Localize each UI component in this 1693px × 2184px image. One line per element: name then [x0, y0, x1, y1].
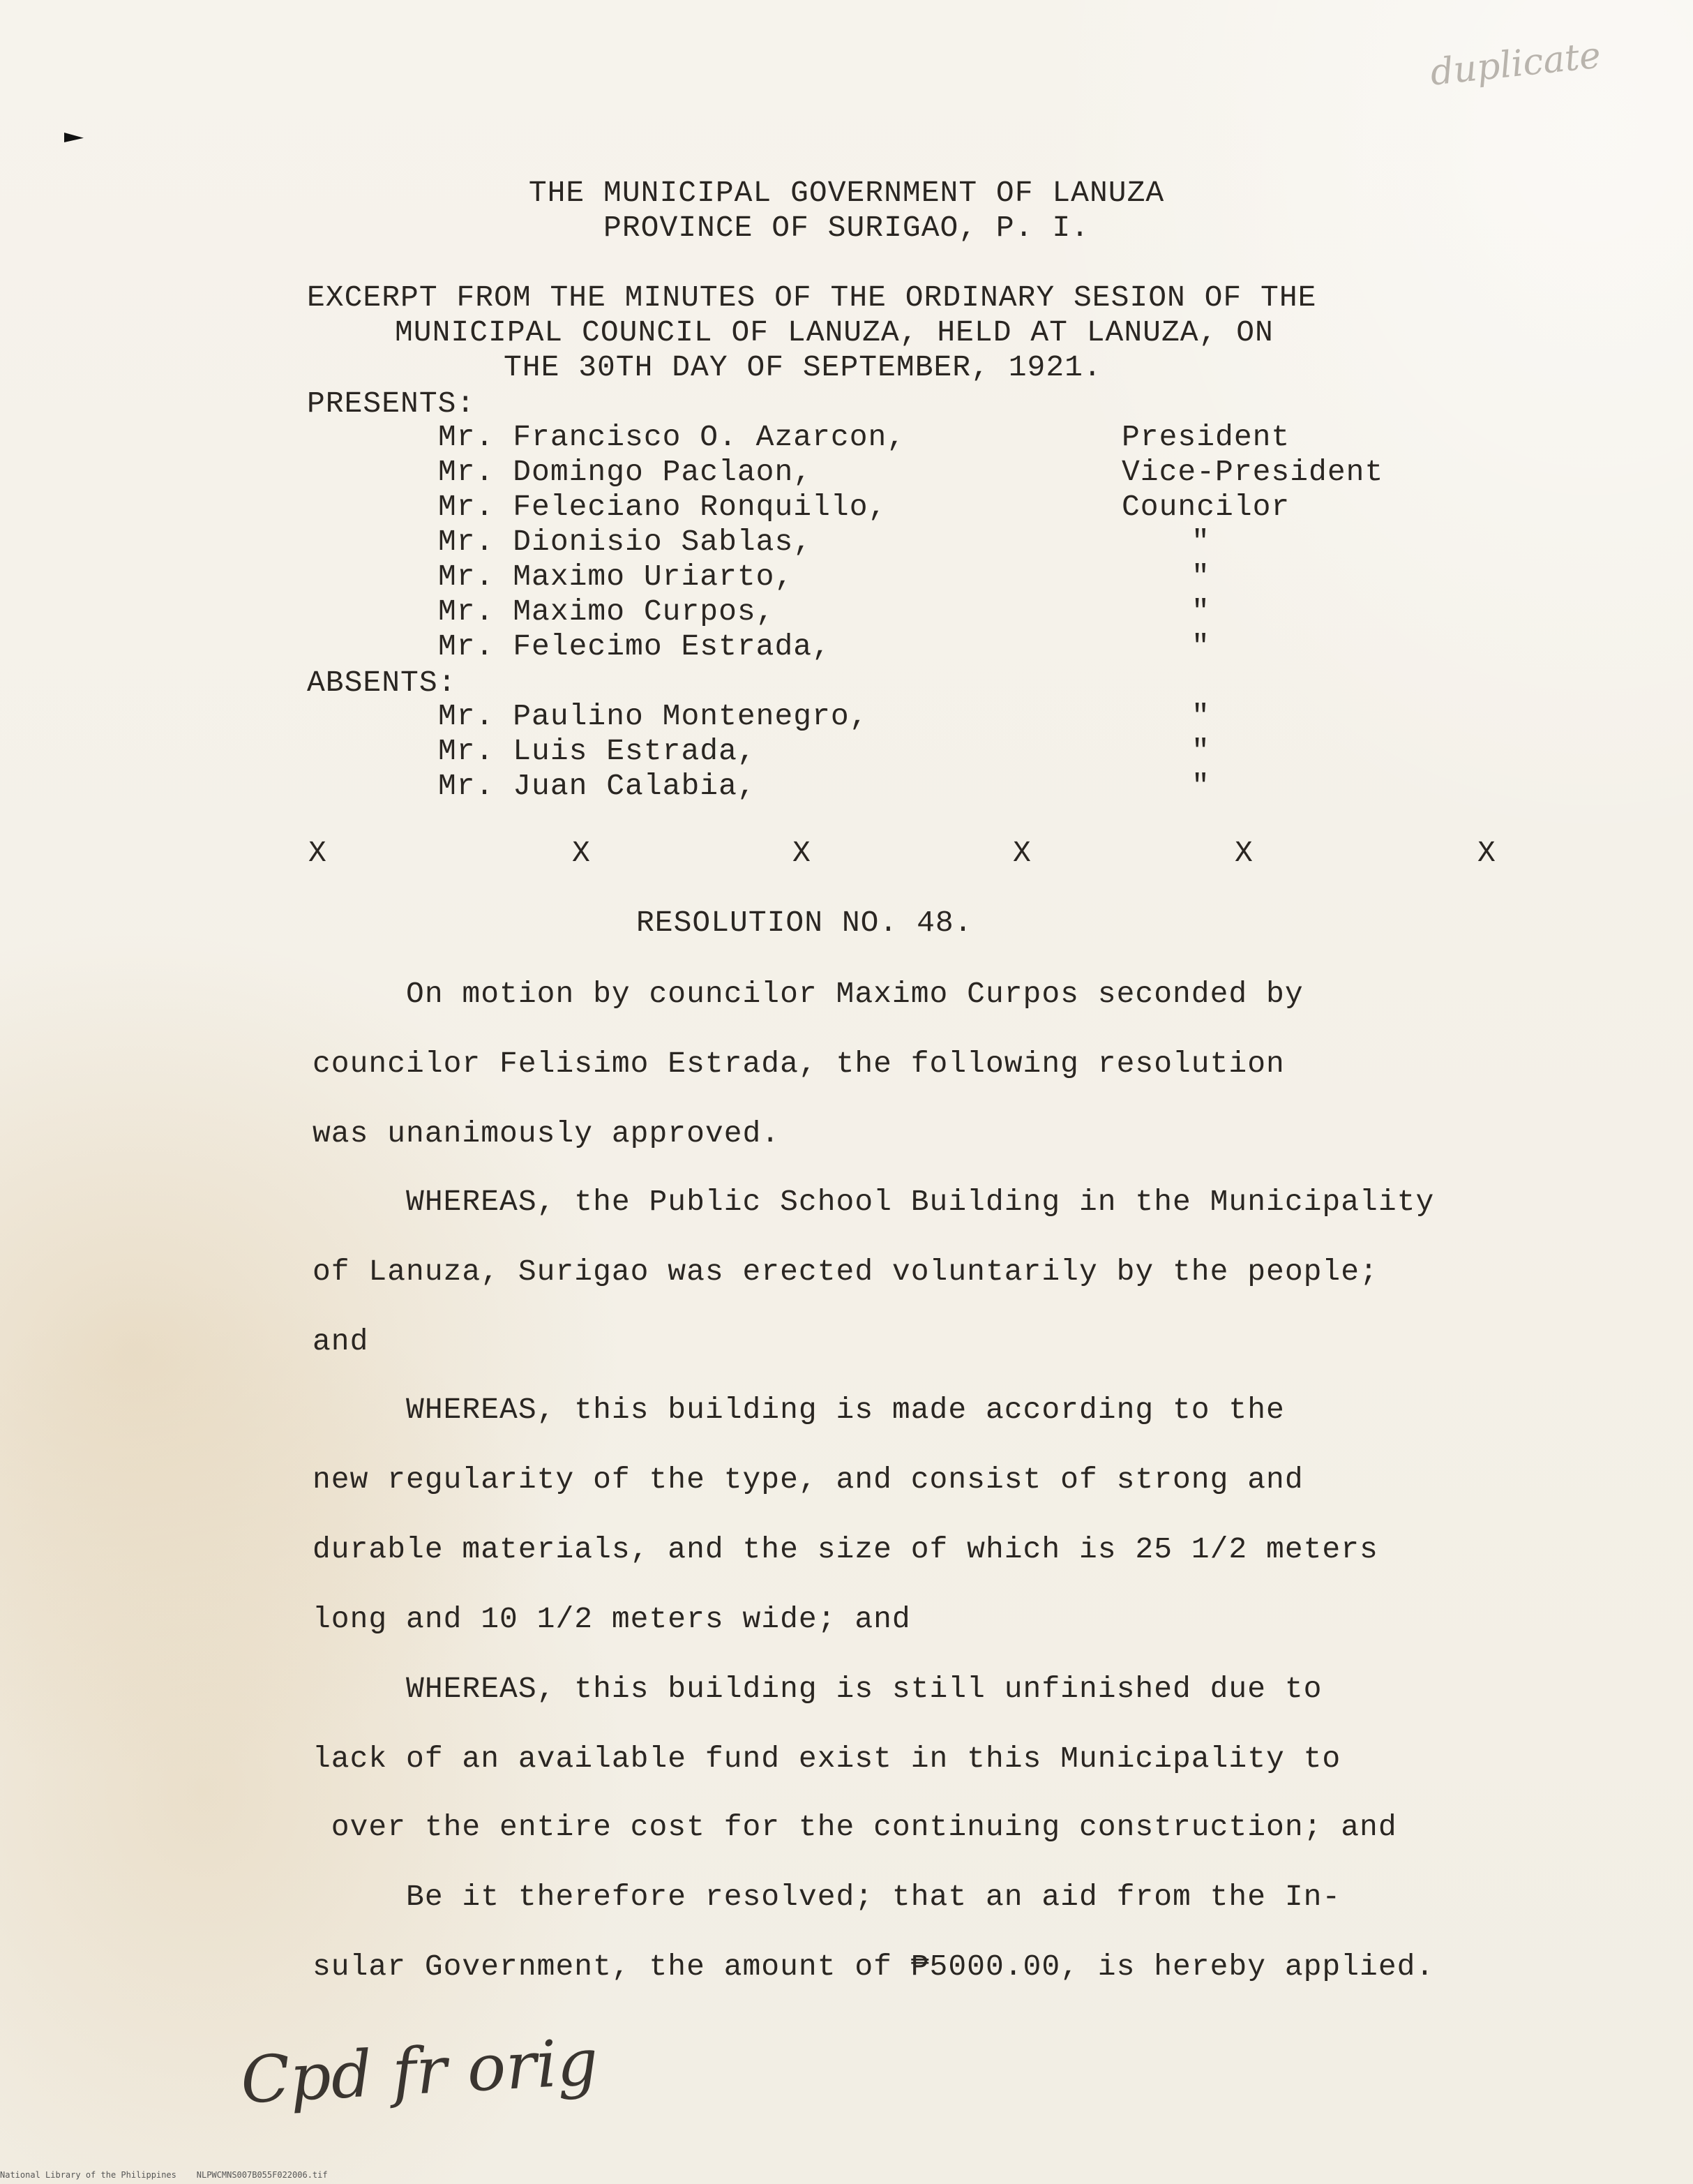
present-member-name: Mr. Francisco O. Azarcon, [438, 420, 906, 454]
body-line: durable materials, and the size of which is 25 1/2 meters [313, 1532, 1378, 1566]
present-member-role: President [1122, 420, 1291, 454]
absents-label: ABSENTS: [307, 666, 457, 700]
body-line: of Lanuza, Surigao was erected voluntarily by the people; [313, 1255, 1378, 1289]
present-member-name: Mr. Domingo Paclaon, [438, 455, 813, 489]
absent-member-name: Mr. Luis Estrada, [438, 734, 756, 768]
absent-member-role: " [1191, 734, 1210, 768]
body-line: long and 10 1/2 meters wide; and [313, 1602, 911, 1636]
absent-member-role: " [1191, 699, 1210, 733]
separator-x: X [308, 836, 326, 870]
annotation-duplicate: duplicate [1428, 34, 1603, 94]
present-member-name: Mr. Felecimo Estrada, [438, 629, 831, 664]
excerpt-line-2: MUNICIPAL COUNCIL OF LANUZA, HELD AT LANUZA, ON [395, 315, 1274, 350]
presents-label: PRESENTS: [307, 387, 476, 421]
annotation-copied-from-original: Cpd fr orig [239, 2024, 600, 2118]
separator-x: X [792, 836, 811, 870]
body-line: sular Government, the amount of ₱5000.00, is hereby applied. [313, 1950, 1435, 1984]
present-member-name: Mr. Feleciano Ronquillo, [438, 490, 887, 524]
present-member-role: Vice-President [1122, 455, 1384, 489]
present-member-role: " [1191, 560, 1210, 594]
resolution-title: RESOLUTION NO. 48. [636, 906, 973, 940]
present-member-role: Councilor [1122, 490, 1291, 524]
absent-member-role: " [1191, 769, 1210, 803]
present-member-role: " [1191, 525, 1210, 559]
body-line: councilor Felisimo Estrada, the following resolution [313, 1047, 1285, 1081]
header-line-2: PROVINCE OF SURIGAO, P. I. [603, 211, 1090, 245]
body-line: new regularity of the type, and consist of strong and [313, 1463, 1304, 1497]
present-member-role: " [1191, 629, 1210, 664]
present-member-name: Mr. Maximo Uriarto, [438, 560, 794, 594]
punch-mark [64, 133, 84, 142]
body-line: WHEREAS, this building is made according to the [313, 1393, 1285, 1427]
present-member-name: Mr. Maximo Curpos, [438, 594, 775, 629]
body-line: WHEREAS, the Public School Building in the Municipality [313, 1185, 1435, 1219]
separator-x: X [572, 836, 590, 870]
body-line: and [313, 1324, 369, 1359]
excerpt-line-1: EXCERPT FROM THE MINUTES OF THE ORDINARY SESION OF THE [307, 281, 1317, 315]
separator-x: X [1477, 836, 1496, 870]
separator-x: X [1013, 836, 1031, 870]
present-member-name: Mr. Dionisio Sablas, [438, 525, 813, 559]
separator-x: X [1235, 836, 1253, 870]
body-line: lack of an available fund exist in this Municipality to [313, 1742, 1341, 1776]
absent-member-name: Mr. Paulino Montenegro, [438, 699, 868, 733]
scan-footer: National Library of the Philippines NLPWCMNS007B055F022006.tif [0, 2170, 328, 2180]
body-line: WHEREAS, this building is still unfinished due to [313, 1672, 1323, 1706]
present-member-role: " [1191, 594, 1210, 629]
body-line: was unanimously approved. [313, 1116, 781, 1151]
excerpt-line-3: THE 30TH DAY OF SEPTEMBER, 1921. [504, 350, 1102, 384]
body-line: over the entire cost for the continuing construction; and [313, 1810, 1397, 1844]
absent-member-name: Mr. Juan Calabia, [438, 769, 756, 803]
header-line-1: THE MUNICIPAL GOVERNMENT OF LANUZA [528, 176, 1165, 210]
body-line: On motion by councilor Maximo Curpos seconded by [313, 977, 1304, 1011]
body-line: Be it therefore resolved; that an aid from the In- [313, 1880, 1341, 1914]
